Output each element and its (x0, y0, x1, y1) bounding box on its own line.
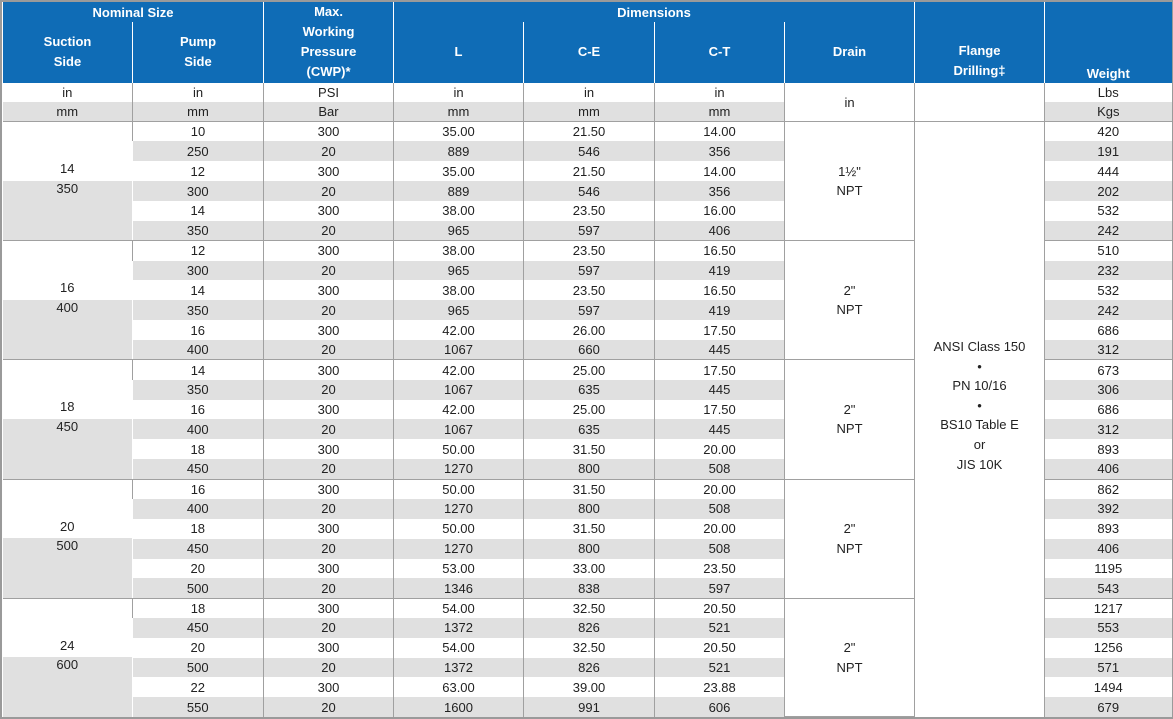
cell-pressure: 20 (264, 459, 394, 479)
max-pressure-header: Max. Working Pressure (CWP)* (264, 2, 394, 83)
cell-weight: 893 (1045, 439, 1172, 459)
cell-ct: 16.50 (655, 241, 785, 261)
cell-weight: 392 (1045, 499, 1172, 519)
cell-weight: 406 (1045, 539, 1172, 559)
cell-ct: 406 (655, 221, 785, 241)
cell-l: 1270 (394, 499, 524, 519)
cell-l: 1067 (394, 419, 524, 439)
ce-header: C-E (524, 22, 655, 83)
cell-weight: 1217 (1045, 598, 1172, 618)
cell-pump: 300 (133, 261, 264, 281)
cell-ct: 445 (655, 340, 785, 360)
cell-l: 889 (394, 181, 524, 201)
cell-l: 35.00 (394, 161, 524, 181)
cell-ce: 635 (524, 419, 655, 439)
cell-ce: 826 (524, 618, 655, 638)
cell-weight: 191 (1045, 141, 1172, 161)
cell-pressure: 300 (264, 280, 394, 300)
flange-drilling-text: ANSI Class 150 • PN 10/16 • BS10 Table E or JIS 10K (933, 339, 1026, 472)
cell-ct: 508 (655, 499, 785, 519)
suction-size-cell (3, 360, 133, 479)
cell-pump: 350 (133, 221, 264, 241)
cell-weight: 571 (1045, 658, 1172, 678)
cell-pump: 18 (133, 519, 264, 539)
cell-ct: 445 (655, 419, 785, 439)
cell-weight: 543 (1045, 578, 1172, 598)
drain-size: 2" (843, 282, 856, 298)
suction-side-header: Suction Side (3, 22, 133, 83)
cell-pump: 22 (133, 677, 264, 697)
suction-size-in: 24 (3, 638, 133, 658)
suction-size-in: 20 (3, 519, 133, 539)
cell-l: 889 (394, 141, 524, 161)
cell-pressure: 300 (264, 360, 394, 380)
suction-size-mm: 600 (3, 657, 133, 677)
cell-pressure: 300 (264, 638, 394, 658)
cell-ce: 33.00 (524, 559, 655, 579)
cell-ct: 356 (655, 181, 785, 201)
unit-cell: Lbs (1045, 83, 1172, 102)
cell-weight: 312 (1045, 340, 1172, 360)
cell-pump: 300 (133, 181, 264, 201)
cell-weight: 532 (1045, 201, 1172, 221)
unit-cell: mm (3, 102, 133, 122)
cell-ct: 419 (655, 261, 785, 281)
unit-cell: mm (655, 102, 785, 122)
cell-ce: 838 (524, 578, 655, 598)
drain-unit-cell: in (785, 83, 915, 122)
cell-weight: 306 (1045, 380, 1172, 400)
cell-ce: 23.50 (524, 280, 655, 300)
flange-drilling-header: Flange Drilling‡ (915, 2, 1045, 83)
cell-weight: 553 (1045, 618, 1172, 638)
cell-pressure: 20 (264, 658, 394, 678)
cell-ct: 419 (655, 300, 785, 320)
cell-l: 42.00 (394, 400, 524, 420)
dimensions-table (2, 2, 1172, 717)
cell-pressure: 20 (264, 181, 394, 201)
cell-l: 54.00 (394, 598, 524, 618)
cell-weight: 686 (1045, 400, 1172, 420)
cell-l: 1372 (394, 658, 524, 678)
cell-ce: 23.50 (524, 201, 655, 221)
cell-pressure: 300 (264, 519, 394, 539)
cell-pressure: 300 (264, 161, 394, 181)
cell-ce: 31.50 (524, 519, 655, 539)
cell-ct: 597 (655, 578, 785, 598)
cell-pressure: 20 (264, 221, 394, 241)
cell-ct: 20.00 (655, 479, 785, 499)
suction-size-mm: 350 (3, 181, 133, 201)
cell-ct: 20.00 (655, 439, 785, 459)
cell-ce: 800 (524, 539, 655, 559)
cell-weight: 312 (1045, 419, 1172, 439)
cell-ct: 356 (655, 141, 785, 161)
cell-ct: 17.50 (655, 320, 785, 340)
cell-ce: 25.00 (524, 360, 655, 380)
cell-pump: 18 (133, 598, 264, 618)
cell-weight: 686 (1045, 320, 1172, 340)
drain-cell (785, 122, 915, 241)
cell-pump: 20 (133, 559, 264, 579)
cell-ce: 39.00 (524, 677, 655, 697)
drain-type: NPT (836, 183, 863, 199)
cell-pump: 500 (133, 578, 264, 598)
unit-cell: in (524, 83, 655, 102)
cell-ct: 23.50 (655, 559, 785, 579)
cell-pressure: 300 (264, 598, 394, 618)
cell-weight: 510 (1045, 241, 1172, 261)
cell-pressure: 20 (264, 340, 394, 360)
cell-pressure: 20 (264, 539, 394, 559)
cell-ce: 546 (524, 181, 655, 201)
suction-size-in: 14 (3, 161, 133, 181)
suction-size-mm: 400 (3, 300, 133, 320)
drain-cell (785, 241, 915, 360)
cell-ct: 521 (655, 618, 785, 638)
cell-ct: 14.00 (655, 161, 785, 181)
cell-pressure: 20 (264, 578, 394, 598)
cell-ce: 25.00 (524, 400, 655, 420)
cell-ct: 16.50 (655, 280, 785, 300)
cell-pressure: 300 (264, 400, 394, 420)
cell-weight: 242 (1045, 221, 1172, 241)
cell-ce: 635 (524, 380, 655, 400)
weight-header: Weight (1045, 2, 1172, 83)
cell-pump: 350 (133, 300, 264, 320)
cell-pump: 12 (133, 241, 264, 261)
cell-l: 1346 (394, 578, 524, 598)
cell-ct: 521 (655, 658, 785, 678)
suction-size-mm: 450 (3, 419, 133, 439)
l-header: L (394, 22, 524, 83)
unit-cell: mm (524, 102, 655, 122)
cell-l: 1372 (394, 618, 524, 638)
cell-l: 35.00 (394, 122, 524, 142)
cell-l: 50.00 (394, 439, 524, 459)
cell-ce: 546 (524, 141, 655, 161)
cell-weight: 420 (1045, 122, 1172, 142)
cell-pressure: 20 (264, 380, 394, 400)
drain-cell (785, 598, 915, 717)
cell-pressure: 300 (264, 479, 394, 499)
cell-pump: 10 (133, 122, 264, 142)
cell-l: 50.00 (394, 519, 524, 539)
unit-cell: in (3, 83, 133, 102)
cell-pressure: 20 (264, 300, 394, 320)
unit-cell: PSI (264, 83, 394, 102)
cell-l: 1067 (394, 380, 524, 400)
cell-ct: 16.00 (655, 201, 785, 221)
cell-ct: 17.50 (655, 360, 785, 380)
cell-l: 54.00 (394, 638, 524, 658)
cell-ce: 800 (524, 499, 655, 519)
cell-pump: 16 (133, 320, 264, 340)
drain-size: 1½" (838, 163, 861, 179)
cell-pump: 400 (133, 499, 264, 519)
flange-unit-cell (915, 83, 1045, 122)
cell-weight: 202 (1045, 181, 1172, 201)
drain-cell (785, 360, 915, 479)
cell-weight: 532 (1045, 280, 1172, 300)
units-row-imperial (3, 83, 1172, 102)
cell-pump: 500 (133, 658, 264, 678)
cell-ce: 800 (524, 459, 655, 479)
cell-ce: 991 (524, 697, 655, 717)
cell-pump: 16 (133, 400, 264, 420)
cell-pump: 400 (133, 419, 264, 439)
cell-pressure: 20 (264, 141, 394, 161)
cell-ce: 23.50 (524, 241, 655, 261)
cell-ce: 597 (524, 300, 655, 320)
drain-type: NPT (836, 540, 863, 556)
cell-pressure: 20 (264, 261, 394, 281)
suction-size-cell (3, 479, 133, 598)
cell-ce: 32.50 (524, 638, 655, 658)
cell-l: 38.00 (394, 201, 524, 221)
table-row (3, 122, 1172, 142)
cell-l: 38.00 (394, 241, 524, 261)
drain-type: NPT (836, 659, 863, 675)
cell-ct: 20.00 (655, 519, 785, 539)
cell-pump: 16 (133, 479, 264, 499)
cell-ct: 20.50 (655, 638, 785, 658)
cell-l: 1600 (394, 697, 524, 717)
pump-side-header: Pump Side (133, 22, 264, 83)
cell-pressure: 300 (264, 241, 394, 261)
cell-weight: 242 (1045, 300, 1172, 320)
cell-ce: 32.50 (524, 598, 655, 618)
drain-size: 2" (843, 401, 856, 417)
suction-size-cell (3, 241, 133, 360)
unit-cell: mm (394, 102, 524, 122)
cell-ct: 23.88 (655, 677, 785, 697)
cell-l: 965 (394, 300, 524, 320)
suction-size-cell (3, 598, 133, 717)
cell-pump: 350 (133, 380, 264, 400)
cell-ct: 20.50 (655, 598, 785, 618)
unit-cell: Bar (264, 102, 394, 122)
drain-size: 2" (843, 640, 856, 655)
cell-pump: 18 (133, 439, 264, 459)
suction-size-mm: 500 (3, 538, 133, 558)
cell-weight: 444 (1045, 161, 1172, 181)
drain-type: NPT (836, 421, 863, 437)
cell-ct: 17.50 (655, 400, 785, 420)
cell-ce: 597 (524, 221, 655, 241)
cell-l: 965 (394, 261, 524, 281)
cell-weight: 232 (1045, 261, 1172, 281)
cell-weight: 862 (1045, 479, 1172, 499)
cell-pump: 250 (133, 141, 264, 161)
drain-header: Drain (785, 22, 915, 83)
cell-ce: 31.50 (524, 479, 655, 499)
cell-l: 1067 (394, 340, 524, 360)
cell-ct: 14.00 (655, 122, 785, 142)
cell-l: 42.00 (394, 360, 524, 380)
cell-pump: 12 (133, 161, 264, 181)
suction-size-in: 16 (3, 280, 133, 300)
drain-type: NPT (836, 302, 863, 318)
unit-cell: in (655, 83, 785, 102)
cell-pump: 400 (133, 340, 264, 360)
cell-pressure: 20 (264, 618, 394, 638)
cell-pump: 20 (133, 638, 264, 658)
cell-ct: 508 (655, 539, 785, 559)
suction-size-cell (3, 122, 133, 241)
cell-ct: 508 (655, 459, 785, 479)
cell-pump: 550 (133, 697, 264, 717)
cell-pressure: 20 (264, 499, 394, 519)
cell-pump: 14 (133, 201, 264, 221)
cell-l: 63.00 (394, 677, 524, 697)
cell-l: 42.00 (394, 320, 524, 340)
cell-ce: 826 (524, 658, 655, 678)
cell-weight: 1256 (1045, 638, 1172, 658)
cell-l: 50.00 (394, 479, 524, 499)
cell-pump: 14 (133, 360, 264, 380)
cell-l: 1270 (394, 459, 524, 479)
cell-l: 1270 (394, 539, 524, 559)
unit-cell: Kgs (1045, 102, 1172, 122)
cell-weight: 893 (1045, 519, 1172, 539)
cell-ce: 21.50 (524, 122, 655, 142)
cell-ct: 606 (655, 697, 785, 717)
nominal-size-header: Nominal Size (3, 2, 264, 22)
cell-pressure: 300 (264, 439, 394, 459)
cell-l: 53.00 (394, 559, 524, 579)
cell-ce: 31.50 (524, 439, 655, 459)
cell-ce: 21.50 (524, 161, 655, 181)
cell-weight: 1195 (1045, 559, 1172, 579)
cell-pressure: 300 (264, 677, 394, 697)
cell-pressure: 300 (264, 201, 394, 221)
cell-pressure: 300 (264, 320, 394, 340)
suction-size-in: 18 (3, 399, 133, 419)
cell-pump: 450 (133, 618, 264, 638)
unit-cell: in (133, 83, 264, 102)
cell-ce: 26.00 (524, 320, 655, 340)
cell-l: 38.00 (394, 280, 524, 300)
unit-cell: in (394, 83, 524, 102)
cell-weight: 406 (1045, 459, 1172, 479)
cell-l: 965 (394, 221, 524, 241)
cell-pump: 450 (133, 459, 264, 479)
cell-pressure: 20 (264, 419, 394, 439)
ct-header: C-T (655, 22, 785, 83)
drain-size: 2" (843, 521, 856, 537)
cell-pressure: 300 (264, 559, 394, 579)
cell-weight: 679 (1045, 697, 1172, 717)
cell-ce: 660 (524, 340, 655, 360)
dimensions-header: Dimensions (394, 2, 915, 22)
cell-weight: 673 (1045, 360, 1172, 380)
cell-pressure: 20 (264, 697, 394, 717)
cell-pump: 14 (133, 280, 264, 300)
cell-ce: 597 (524, 261, 655, 281)
flange-drilling-cell (915, 122, 1045, 717)
cell-pump: 450 (133, 539, 264, 559)
cell-weight: 1494 (1045, 677, 1172, 697)
cell-pressure: 300 (264, 122, 394, 142)
drain-cell (785, 479, 915, 598)
unit-cell: mm (133, 102, 264, 122)
cell-ct: 445 (655, 380, 785, 400)
